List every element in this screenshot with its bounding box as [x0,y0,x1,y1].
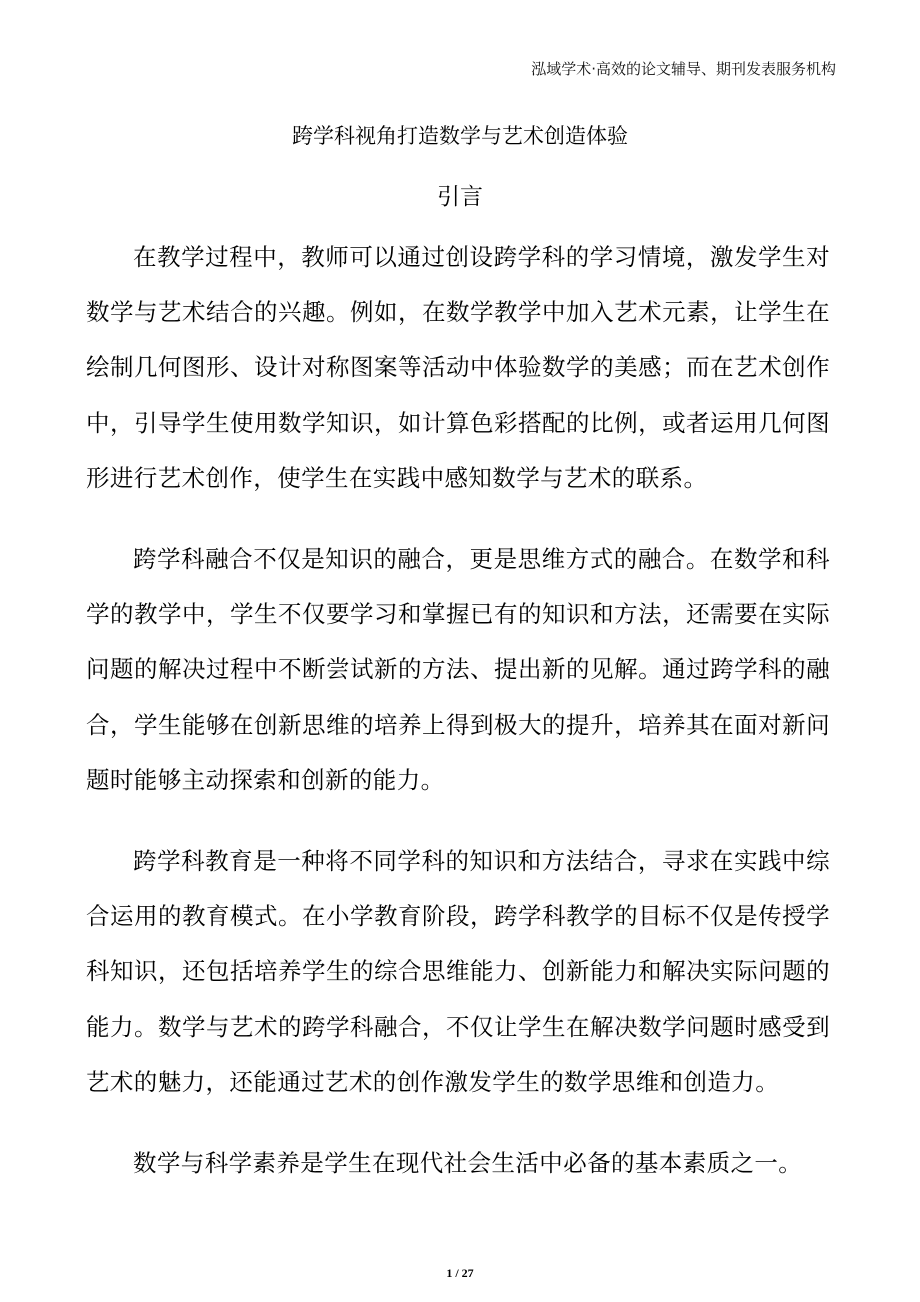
paragraph-4: 数学与科学素养是学生在现代社会生活中必备的基本素质之一。 [133,1149,803,1178]
document-body [86,230,830,1217]
paragraph-2: 跨学科融合不仅是知识的融合，更是思维方式的融合。在数学和科学的教学中，学生不仅要学习和掌握已有的知识和方法，还需要在实际问题的解决过程中不断尝试新的方法、提出新的见解。通过跨学科的融合，学生能够在创新思维的培养上得到极大的提升，培养其在面对新问题时能够主动探索和创新的能力。 [86,545,830,794]
document-title: 跨学科视角打造数学与艺术创造体验 [292,124,628,148]
section-heading: 引言 [437,184,483,210]
page-number: 1 / 27 [446,1266,474,1280]
paragraph-1: 在教学过程中，教师可以通过创设跨学科的学习情境，激发学生对数学与艺术结合的兴趣。例如，在数学教学中加入艺术元素，让学生在绘制几何图形、设计对称图案等活动中体验数学的美感；而在艺术创作中，引导学生使用数学知识，如计算色彩搭配的比例，或者运用几何图形进行艺术创作，使学生在实践中感知数学与艺术的联系。 [86,243,830,492]
page-header: 泓域学术·高效的论文辅导、期刊发表服务机构 [531,60,836,78]
paragraph-3: 跨学科教育是一种将不同学科的知识和方法结合，寻求在实践中综合运用的教育模式。在小学教育阶段，跨学科教学的目标不仅是传授学科知识，还包括培养学生的综合思维能力、创新能力和解决实际问题的能力。数学与艺术的跨学科融合，不仅让学生在解决数学问题时感受到艺术的魅力，还能通过艺术的创作激发学生的数学思维和创造力。 [86,847,830,1096]
